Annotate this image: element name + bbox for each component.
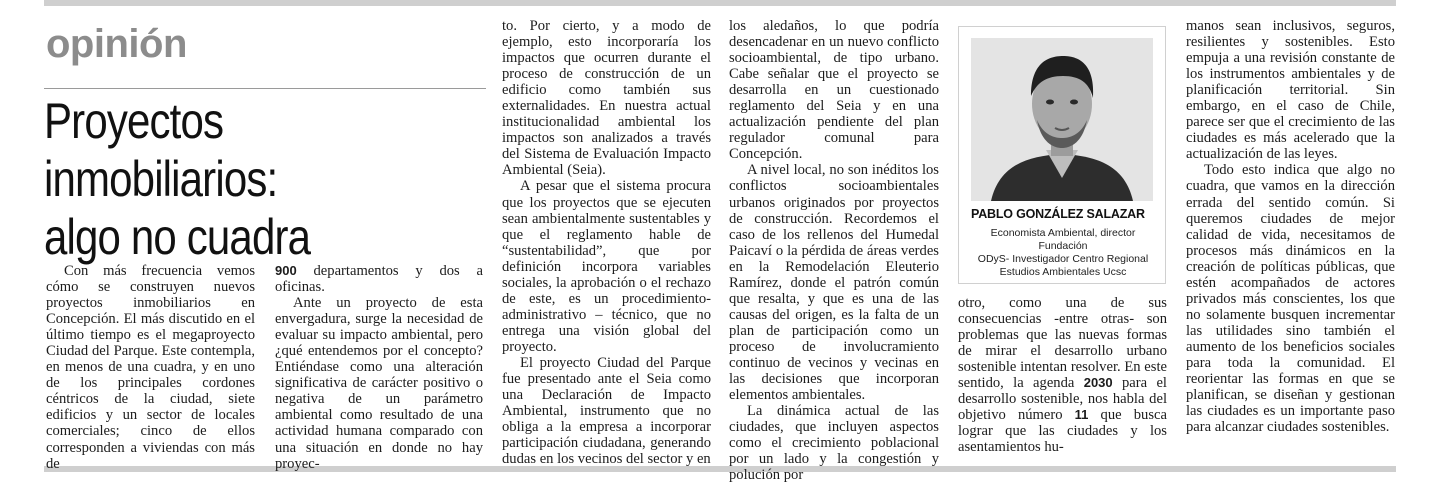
author-role-line: ODyS- Investigador Centro Regional [977, 253, 1149, 265]
paragraph: A nivel local, no son inéditos los conflictos socioambientales urbanos originados por proyectos de construcción. Recordemos el caso de los rellenos del Humedal Paicaví o la pérdida de áreas verdes en la Remodelación Eleuterio Ramírez, donde el patrón común que resalta, y que es una de las causas del origen, es la falta de un plan de participación como un proceso de involucramiento continuo de vecinos y vecinas en las decisiones que incorporan elementos ambientales. [729, 162, 939, 404]
headline [44, 92, 422, 266]
top-rule [44, 0, 1396, 6]
number-highlight: 2030 [1083, 375, 1113, 391]
number-highlight: 900 [275, 263, 297, 278]
author-photo [971, 38, 1153, 201]
paragraph-text: para el desarrollo sostenible, nos habla del objetivo número [958, 375, 1167, 424]
article-column-5 [958, 295, 1167, 455]
number-highlight: 11 [1074, 407, 1089, 423]
article-column-4 [729, 18, 939, 483]
author-role [967, 227, 1159, 279]
author-box [958, 26, 1166, 284]
section-label: opinión [46, 22, 187, 66]
paragraph-text: otro, como una de sus consecuencias -entre otras- son problemas que las nuevas formas de mirar el desarrollo urbano sostenible intentan resolver. En este sentido, la agenda [958, 295, 1167, 392]
article-column-6 [1186, 18, 1395, 435]
article-column-2 [275, 263, 483, 472]
paragraph: A pesar que el sistema procura que los proyectos que se ejecuten sean ambientalmente sustentables y que el reglamento hable de “sustentabilidad”, que por definición incorpora variables sociales, la aprobación o el rechazo de este, es un procedimiento-administrativo – técnico, que no entrega una visión global del proyecto. [502, 178, 711, 355]
author-portrait-illustration [971, 38, 1153, 201]
paragraph: Ante un proyecto de esta envergadura, surge la necesidad de evaluar su impacto ambiental, pero ¿qué entendemos por el concepto? Entiéndase como una alteración significativa de carácter positivo o negativa de un parámetro ambiental como resultado de una actividad humana comparado con una situación en donde no hay proyec- [275, 295, 483, 472]
paragraph: El proyecto Ciudad del Parque fue presentado ante el Seia como una Declaración de Impacto Ambiental, instrumento que no obliga a la empresa a incorporar participación ciudadana, generando dudas en los vecinos del sector y en [502, 354, 711, 468]
paragraph [275, 263, 483, 295]
article-column-3 [502, 18, 711, 467]
paragraph: Todo esto indica que algo no cuadra, que vamos en la dirección errada del sentido común. Si queremos ciudades de mejor calidad de vida, necesitamos de procesos más dinámicos en la creación de políticas públicas, que estén acompañados de actores privados más conscientes, los que no solamente busquen incrementar las utilidades sino también el aumento de los beneficios sociales para toda la comunidad. El reorientar las formas en que se planifican, se diseñan y gestionan las ciudades es un importante paso para alcanzar ciudades sostenibles. [1186, 162, 1395, 436]
paragraph: manos sean inclusivos, seguros, resilientes y sostenibles. Esto empuja a una revisión constante de los instrumentos ambientales y de planificación territorial. Sin embargo, en el caso de Chile, parece ser que el crecimiento de las ciudades es más acelerado que la actualización de las leyes. [1186, 18, 1395, 163]
paragraph-text: que busca lograr que las ciudades y los asentamientos hu- [958, 407, 1167, 456]
paragraph: to. Por cierto, y a modo de ejemplo, esto incorporaría los impactos que ocurren durante el proceso de construcción de un edificio como también sus externalidades. En nuestra actual institucionalidad ambiental los impactos son analizados a través del Sistema de Evaluación Impacto Ambiental (Seia). [502, 18, 711, 179]
author-role-line: Estudios Ambientales Ucsc [999, 266, 1127, 278]
headline-rule [44, 88, 486, 89]
headline-line-1: Proyectos inmobiliarios: [44, 93, 278, 207]
article-column-1 [46, 263, 255, 472]
paragraph [958, 295, 1167, 455]
paragraph: Con más frecuencia vemos cómo se construyen nuevos proyectos inmobiliarios en Concepción. El más discutido en el último tiempo es el megaproyecto Ciudad del Parque. Este contempla, en menos de una cuadra, y en uno de los principales cordones céntricos de la ciudad, siete edificios y un sector de locales comerciales; cinco de ellos corresponden a viviendas con más de [46, 263, 255, 472]
paragraph-text: departamentos y dos a oficinas. [275, 263, 483, 296]
paragraph: los aledaños, lo que podría desencadenar en un nuevo conflicto socioambiental, de tipo urbano. Cabe señalar que el proyecto se desarrolla en un cuestionado reglamento del Seia y en una actualización pendiente del plan regulador comunal para Concepción. [729, 18, 939, 163]
author-name: PABLO GONZÁLEZ SALAZAR [971, 207, 1145, 221]
paragraph: La dinámica actual de las ciudades, que incluyen aspectos como el crecimiento poblacional por un lado y la congestión y polución por [729, 403, 939, 484]
headline-line-2: algo no cuadra [44, 209, 311, 265]
author-role-line: Economista Ambiental, director Fundación [990, 227, 1136, 252]
